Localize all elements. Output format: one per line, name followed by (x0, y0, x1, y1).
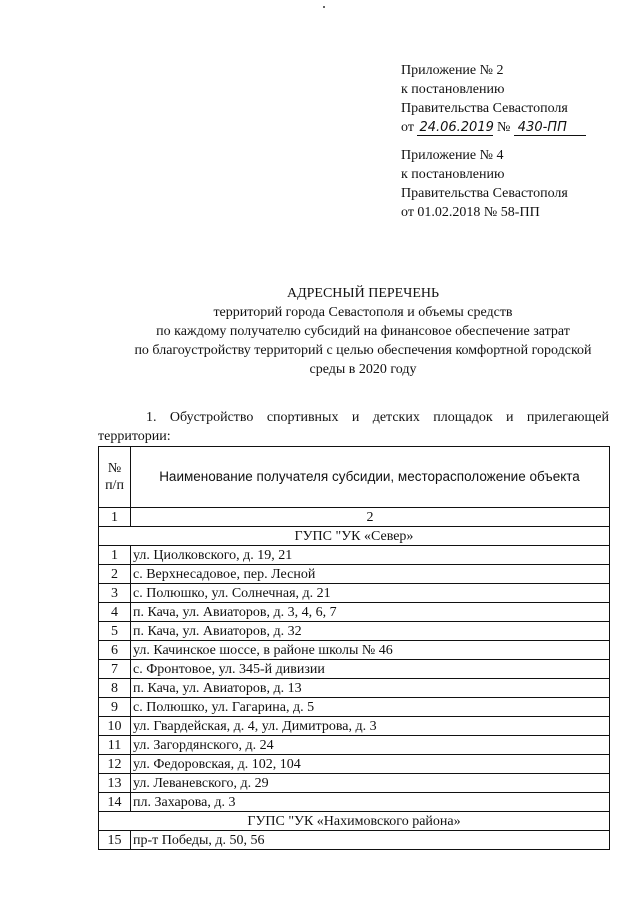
row-address: ул. Леваневского, д. 29 (131, 774, 610, 793)
row-address: с. Фронтовое, ул. 345-й дивизии (131, 660, 610, 679)
group-row-2 (99, 812, 610, 831)
header-num-line2: п/п (105, 478, 124, 493)
table-row (99, 698, 610, 717)
row-address: пр-т Победы, д. 50, 56 (131, 831, 610, 850)
row-number: 12 (99, 755, 131, 774)
row-number: 11 (99, 736, 131, 755)
handwritten-number: 430-ПП (514, 121, 586, 136)
row-number: 14 (99, 793, 131, 812)
row-address: п. Кача, ул. Авиаторов, д. 13 (131, 679, 610, 698)
column-number-1: 1 (99, 508, 131, 527)
table-row (99, 679, 610, 698)
appendix-4-date: от 01.02.2018 № 58-ПП (401, 205, 540, 220)
row-address: пл. Захарова, д. 3 (131, 793, 610, 812)
table-row (99, 793, 610, 812)
section-line-2: территории: (98, 429, 171, 444)
group-row-1 (99, 527, 610, 546)
section-heading (98, 408, 609, 446)
header-num-line1: № (107, 461, 122, 476)
row-address: п. Кача, ул. Авиаторов, д. 3, 4, 6, 7 (131, 603, 610, 622)
row-number: 7 (99, 660, 131, 679)
row-number: 2 (99, 565, 131, 584)
row-number: 1 (99, 546, 131, 565)
table-row (99, 584, 610, 603)
title-heading: АДРЕСНЫЙ ПЕРЕЧЕНЬ (286, 286, 440, 301)
row-number: 9 (99, 698, 131, 717)
from-label: от (401, 120, 414, 135)
appendix-2-ref: к постановлению (401, 82, 505, 97)
table-row (99, 717, 610, 736)
title-line-5: среды в 2020 году (309, 362, 417, 377)
row-address: ул. Гвардейская, д. 4, ул. Димитрова, д. 3 (131, 717, 610, 736)
table-row (99, 755, 610, 774)
appendix-2-block (401, 61, 586, 137)
row-address: ул. Загордянского, д. 24 (131, 736, 610, 755)
title-line-3: по каждому получателю субсидий на финансовое обеспечение затрат (156, 324, 570, 339)
table-row (99, 641, 610, 660)
row-number: 8 (99, 679, 131, 698)
row-number: 10 (99, 717, 131, 736)
document-title (70, 284, 632, 379)
row-address: с. Полюшко, ул. Солнечная, д. 21 (131, 584, 610, 603)
handwritten-date: 24.06.2019 (419, 120, 494, 135)
row-address: ул. Качинское шоссе, в районе школы № 46 (131, 641, 610, 660)
table-row (99, 831, 610, 850)
row-number: 6 (99, 641, 131, 660)
appendix-2-date-line (401, 118, 586, 137)
number-label: № (496, 120, 511, 135)
title-line-2: территорий города Севастополя и объемы средств (213, 305, 513, 320)
row-number: 15 (99, 831, 131, 850)
header-name-cell: Наименование получателя субсидии, месторасположение объекта (131, 447, 610, 508)
row-number: 3 (99, 584, 131, 603)
scan-speck (323, 6, 325, 8)
table-row (99, 660, 610, 679)
appendix-4-title: Приложение № 4 (401, 148, 504, 163)
column-number-2: 2 (131, 508, 610, 527)
row-address: ул. Федоровская, д. 102, 104 (131, 755, 610, 774)
row-number: 13 (99, 774, 131, 793)
table-row (99, 774, 610, 793)
table-header-row (99, 447, 610, 508)
row-address: п. Кача, ул. Авиаторов, д. 32 (131, 622, 610, 641)
appendix-4-block (401, 146, 568, 222)
row-address: ул. Циолковского, д. 19, 21 (131, 546, 610, 565)
address-table (98, 446, 610, 850)
section-line-1: 1. Обустройство спортивных и детских площадок и прилегающей (146, 410, 609, 425)
row-number: 5 (99, 622, 131, 641)
row-number: 4 (99, 603, 131, 622)
table-row (99, 603, 610, 622)
table-row (99, 546, 610, 565)
row-address: с. Полюшко, ул. Гагарина, д. 5 (131, 698, 610, 717)
group-name-nakhimov: ГУПС "УК «Нахимовского района» (99, 812, 610, 831)
column-number-row (99, 508, 610, 527)
title-line-4: по благоустройству территорий с целью обеспечения комфортной городской (134, 343, 592, 358)
group-name-sever: ГУПС "УК «Север» (99, 527, 610, 546)
header-num-cell (99, 447, 131, 508)
appendix-4-authority: Правительства Севастополя (401, 186, 568, 201)
appendix-2-title: Приложение № 2 (401, 63, 504, 78)
table-row (99, 565, 610, 584)
table-row (99, 622, 610, 641)
appendix-4-ref: к постановлению (401, 167, 505, 182)
appendix-2-authority: Правительства Севастополя (401, 101, 568, 116)
row-address: с. Верхнесадовое, пер. Лесной (131, 565, 610, 584)
table-row (99, 736, 610, 755)
